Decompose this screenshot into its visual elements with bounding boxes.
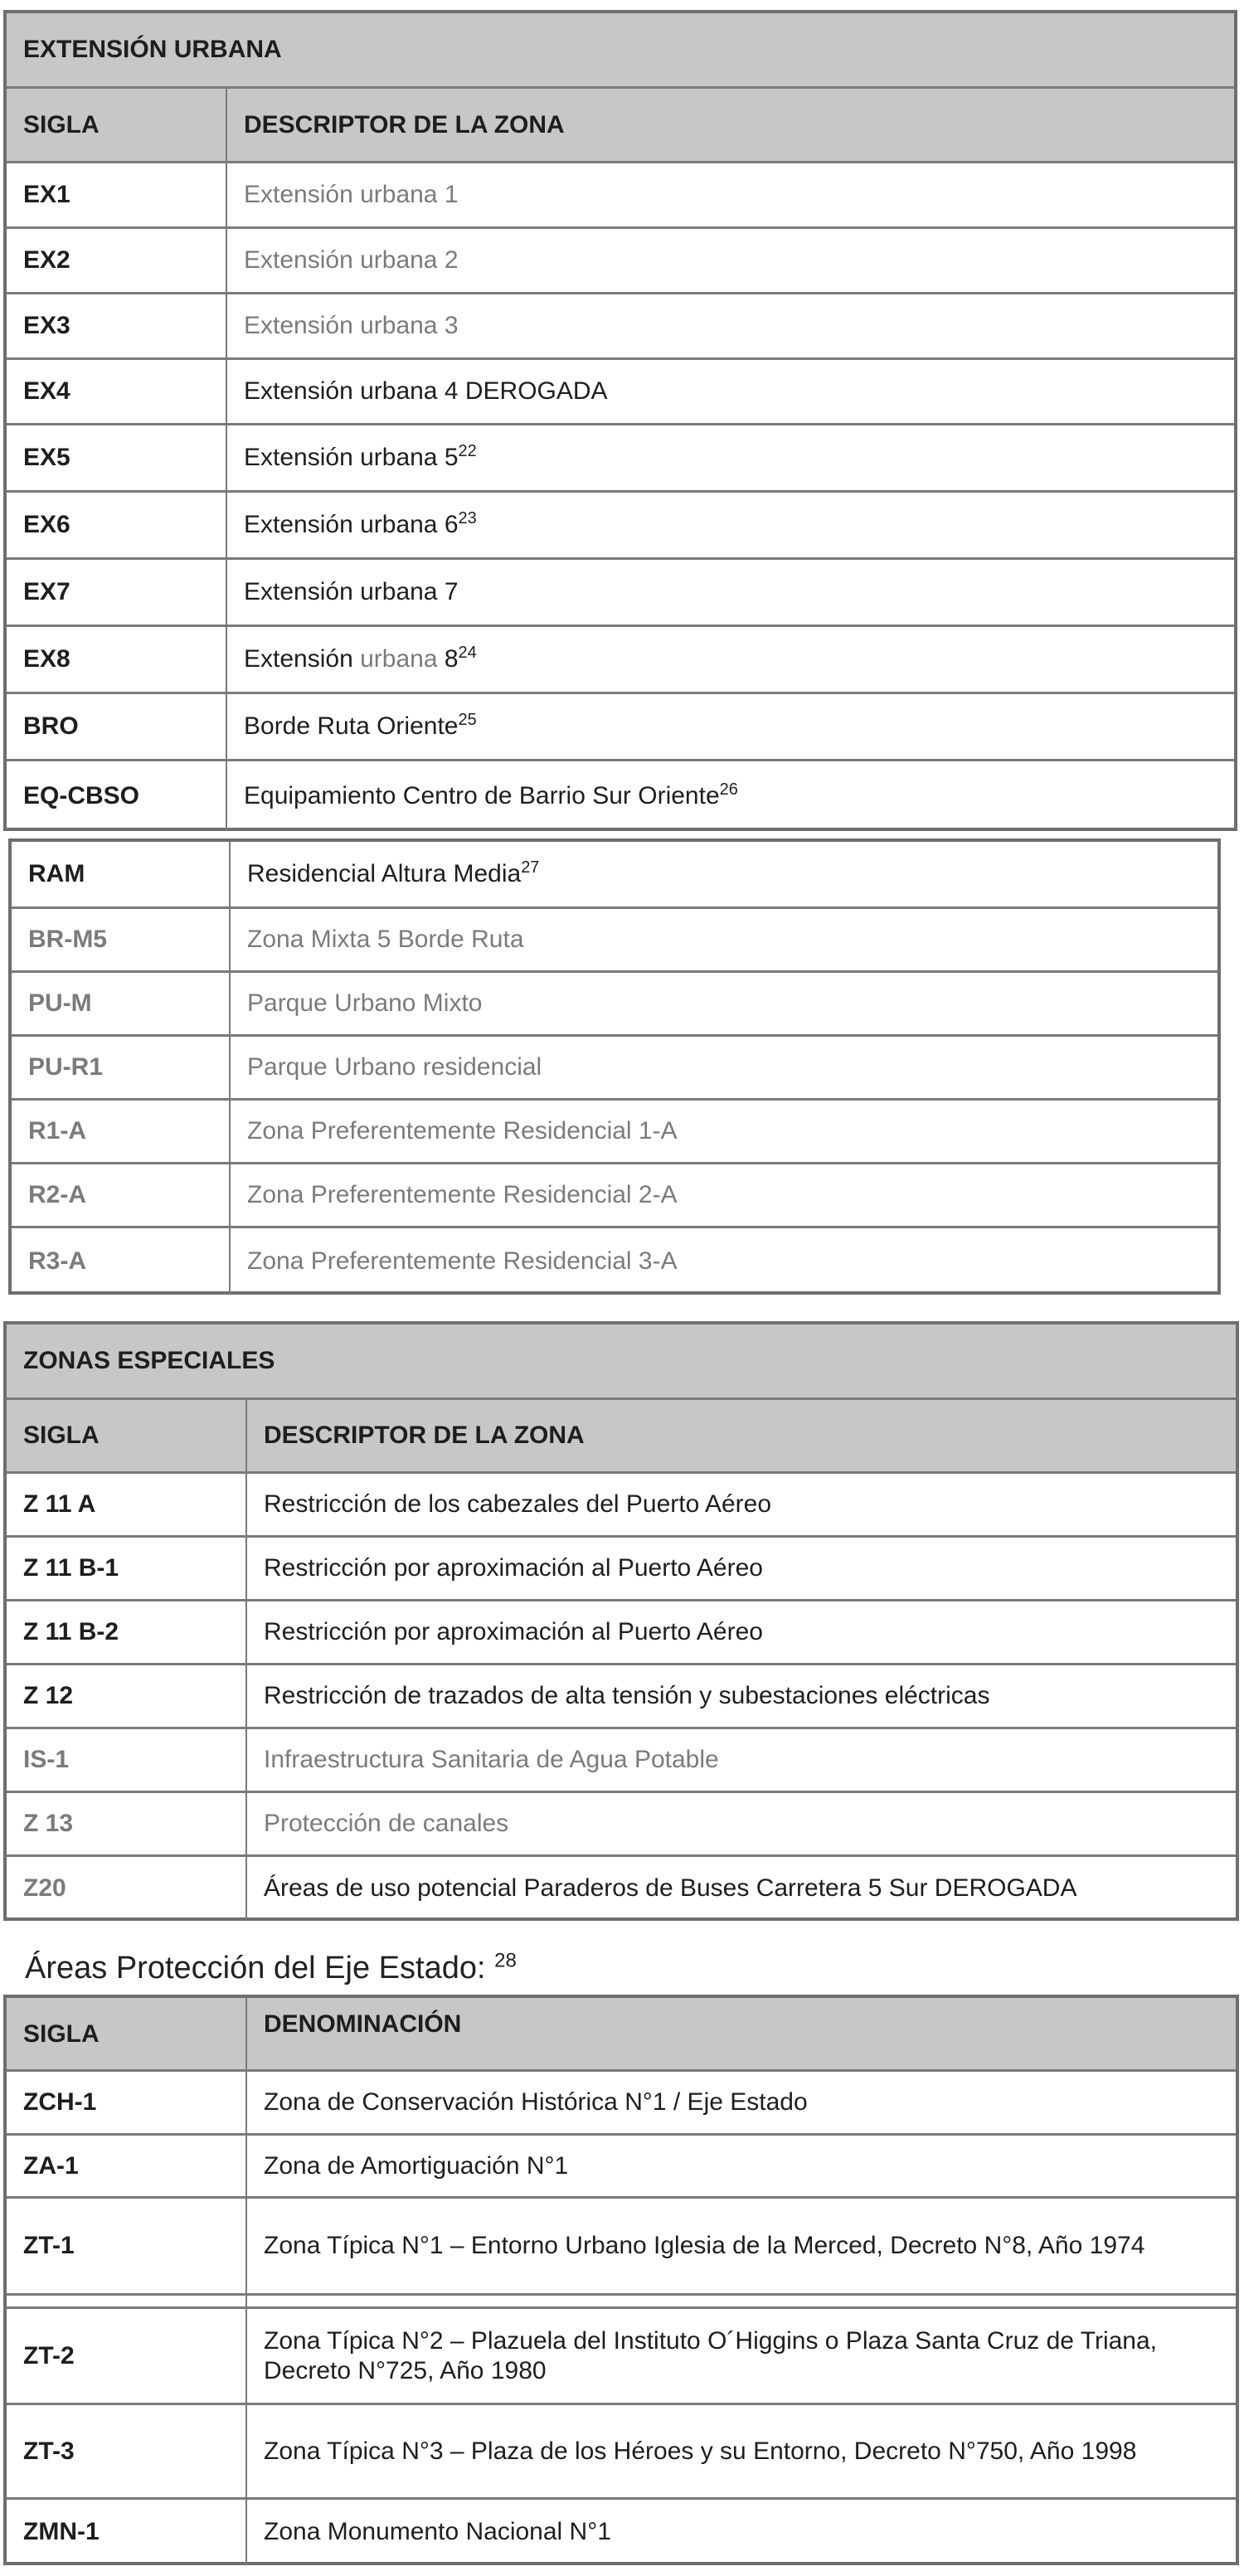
table-row [7, 1665, 1236, 1729]
sigla-cell: EQ-CBSO [7, 761, 227, 831]
descriptor-cell [227, 694, 1234, 759]
descriptor-text [247, 1116, 678, 1146]
descriptor-cell [227, 493, 1234, 557]
descriptor-text [244, 180, 459, 210]
sigla-cell: ZT-2 [7, 2309, 247, 2403]
descriptor-text [244, 245, 459, 275]
sigla-cell: RAM [12, 842, 231, 906]
descriptor-segment: 8 [437, 645, 459, 673]
table-row [7, 1538, 1236, 1601]
sigla-cell: BR-M5 [12, 909, 231, 970]
table-row [7, 627, 1234, 694]
footnote-ref: 23 [458, 509, 477, 527]
descriptor-text [247, 1052, 542, 1082]
descriptor-segment: Residencial Altura Media [247, 860, 522, 887]
descriptor-text [264, 2437, 1136, 2467]
table-row [7, 2296, 1236, 2309]
descriptor-cell [227, 627, 1234, 692]
descriptor-text [244, 712, 477, 741]
descriptor-segment: Extensión urbana 1 [244, 181, 459, 208]
sigla-cell: EX7 [7, 560, 227, 625]
table-row [7, 1729, 1236, 1793]
sigla-cell: EX5 [7, 425, 227, 490]
descriptor-text [244, 781, 738, 811]
descriptor-cell [247, 2296, 1236, 2306]
header-row [7, 89, 1234, 163]
descriptor-segment: Zona Monumento Nacional N°1 [264, 2518, 611, 2545]
sigla-cell: ZT-1 [7, 2199, 247, 2293]
table-row [12, 842, 1217, 909]
descriptor-cell [227, 360, 1234, 423]
descriptor-segment: Zona Típica N°2 – Plazuela del Instituto O´Higgins o Plaza Santa Cruz de Triana, Decreto N°725, Año 1980 [264, 2326, 1158, 2384]
descriptor-text [264, 1745, 719, 1775]
descriptor-segment: urbana [360, 645, 438, 673]
footnote-ref: 25 [458, 711, 477, 729]
table-row [7, 425, 1234, 493]
table-row [12, 1228, 1217, 1294]
descriptor-segment: Extensión urbana 3 [244, 312, 459, 339]
sigla-cell: ZT-3 [7, 2405, 247, 2497]
descriptor-segment: Restricción de trazados de alta tensión y subestaciones eléctricas [264, 1682, 990, 1709]
descriptor-text [264, 2326, 1236, 2386]
descriptor-text [264, 2231, 1144, 2261]
descriptor-text [247, 925, 524, 955]
descriptor-text [264, 1553, 763, 1583]
sigla-cell: Z 11 B-1 [7, 1538, 247, 1599]
header-row [7, 1400, 1236, 1474]
descriptor-cell [231, 973, 1217, 1034]
table-row [12, 1037, 1217, 1101]
descriptor-text [264, 2151, 568, 2181]
sigla-cell: PU-R1 [12, 1037, 231, 1098]
column-header-sigla: SIGLA [7, 89, 227, 161]
descriptor-cell [227, 229, 1234, 292]
table-areas-proteccion [3, 1995, 1239, 2565]
descriptor-cell [247, 1474, 1236, 1535]
sigla-cell: R1-A [12, 1101, 231, 1162]
descriptor-cell [247, 2199, 1236, 2293]
table-row [7, 493, 1234, 560]
descriptor-segment: Zona Típica N°1 – Entorno Urbano Iglesia de la Merced, Decreto N°8, Año 1974 [264, 2232, 1145, 2259]
footnote-ref: 22 [458, 442, 477, 460]
descriptor-segment: Restricción por aproximación al Puerto Aéreo [264, 1554, 763, 1582]
descriptor-cell [247, 2309, 1236, 2403]
descriptor-segment: Zona de Amortiguación N°1 [264, 2151, 569, 2180]
descriptor-text [264, 1681, 989, 1711]
footnote-ref: 24 [458, 644, 477, 662]
descriptor-cell [247, 1857, 1236, 1919]
sigla-cell [7, 2296, 247, 2306]
descriptor-segment: Zona de Conservación Histórica N°1 / Eje Estado [264, 2088, 808, 2116]
descriptor-text [247, 1180, 678, 1210]
descriptor-cell [231, 909, 1217, 970]
table-row [7, 2500, 1236, 2564]
descriptor-text [264, 1874, 1076, 1903]
descriptor-segment: Zona Mixta 5 Borde Ruta [247, 926, 524, 953]
sigla-cell: IS-1 [7, 1729, 247, 1791]
sigla-cell: ZMN-1 [7, 2500, 247, 2564]
table-row [7, 2309, 1236, 2405]
descriptor-segment: Restricción de los cabezales del Puerto Aéreo [264, 1490, 772, 1518]
table-row [7, 2072, 1236, 2136]
descriptor-segment: Parque Urbano Mixto [247, 989, 483, 1017]
descriptor-cell [227, 425, 1234, 490]
sigla-cell: PU-M [12, 973, 231, 1034]
footnote-ref: 27 [521, 858, 540, 877]
descriptor-segment: Extensión [244, 645, 361, 673]
descriptor-text [244, 510, 477, 540]
descriptor-segment: Zona Preferentemente Residencial 1-A [247, 1117, 678, 1145]
descriptor-cell [231, 1164, 1217, 1226]
section-heading-areas-proteccion [25, 1951, 517, 1986]
sigla-cell: Z 11 B-2 [7, 1601, 247, 1663]
column-header-sigla: SIGLA [7, 1998, 247, 2069]
descriptor-text [244, 577, 459, 607]
descriptor-segment: Extensión urbana 6 [244, 511, 459, 538]
sigla-cell: Z 13 [7, 1793, 247, 1854]
sigla-cell: R3-A [12, 1228, 231, 1294]
descriptor-segment: Áreas de uso potencial Paraderos de Buses Carretera 5 Sur DEROGADA [264, 1874, 1077, 1902]
descriptor-cell [227, 761, 1234, 831]
table-row [7, 1474, 1236, 1538]
table-row [12, 973, 1217, 1037]
sigla-cell: ZCH-1 [7, 2072, 247, 2133]
sigla-cell: EX1 [7, 163, 227, 226]
sigla-cell: Z 12 [7, 1665, 247, 1727]
descriptor-segment: Parque Urbano residencial [247, 1053, 542, 1081]
descriptor-text [244, 377, 608, 406]
descriptor-segment: Zona Típica N°3 – Plaza de los Héroes y su Entorno, Decreto N°750, Año 1998 [264, 2437, 1137, 2465]
column-header-sigla: SIGLA [7, 1400, 247, 1471]
footnote-ref: 26 [719, 780, 738, 799]
header-row [7, 1998, 1236, 2072]
table-row [7, 1601, 1236, 1665]
descriptor-cell [231, 842, 1217, 906]
descriptor-text [264, 1617, 763, 1647]
descriptor-cell [247, 2405, 1236, 2497]
table-row [7, 761, 1234, 831]
descriptor-cell [247, 1665, 1236, 1727]
table-row [7, 2405, 1236, 2500]
table-row [12, 1164, 1217, 1228]
descriptor-segment: Extensión urbana 4 DEROGADA [244, 377, 608, 405]
column-header-descriptor: DENOMINACIÓN [264, 2010, 462, 2038]
sigla-cell: Z 11 A [7, 1474, 247, 1535]
descriptor-cell [247, 2072, 1236, 2133]
table-row [7, 229, 1234, 294]
table-row [7, 294, 1234, 360]
table-row [7, 1857, 1236, 1919]
descriptor-text [264, 2088, 808, 2117]
descriptor-cell [227, 163, 1234, 226]
descriptor-text [264, 2517, 611, 2547]
descriptor-segment: Zona Preferentemente Residencial 3-A [247, 1247, 678, 1275]
column-header-descriptor: DESCRIPTOR DE LA ZONA [264, 1422, 585, 1449]
descriptor-text [244, 644, 477, 674]
table-row [7, 360, 1234, 425]
sigla-cell: EX8 [7, 627, 227, 692]
table-row [7, 560, 1234, 627]
table-zonas-especiales [3, 1321, 1239, 1921]
descriptor-text [247, 989, 482, 1018]
descriptor-text [264, 1809, 508, 1839]
descriptor-cell [227, 294, 1234, 357]
descriptor-segment: Extensión urbana 5 [244, 444, 459, 471]
descriptor-text [244, 443, 477, 473]
table-title: ZONAS ESPECIALES [7, 1324, 1236, 1400]
descriptor-segment: Extensión urbana 7 [244, 578, 459, 605]
descriptor-cell [247, 1601, 1236, 1663]
descriptor-text [244, 311, 459, 341]
table-row [7, 694, 1234, 761]
descriptor-segment: Zona Preferentemente Residencial 2-A [247, 1181, 678, 1208]
sigla-cell: EX4 [7, 360, 227, 423]
descriptor-segment: Borde Ruta Oriente [244, 712, 459, 740]
footnote-ref: 28 [494, 1949, 517, 1972]
descriptor-segment: Extensión urbana 2 [244, 246, 459, 274]
sigla-cell: R2-A [12, 1164, 231, 1226]
descriptor-cell [231, 1228, 1217, 1294]
sigla-cell: BRO [7, 694, 227, 759]
descriptor-segment: Restricción por aproximación al Puerto Aéreo [264, 1618, 763, 1645]
descriptor-segment: Infraestructura Sanitaria de Agua Potable [264, 1746, 719, 1773]
descriptor-cell [247, 1793, 1236, 1854]
descriptor-text [247, 859, 539, 889]
table-residencial [8, 838, 1221, 1295]
table-row [7, 163, 1234, 229]
table-title: EXTENSIÓN URBANA [7, 13, 1234, 89]
descriptor-text [264, 1490, 771, 1519]
descriptor-cell [247, 1729, 1236, 1791]
table-row [7, 1793, 1236, 1857]
table-row [12, 1101, 1217, 1164]
table-extension-urbana [3, 10, 1237, 831]
sigla-cell: Z20 [7, 1857, 247, 1919]
descriptor-segment: Protección de canales [264, 1810, 509, 1837]
descriptor-text [247, 1247, 678, 1276]
descriptor-segment: Equipamiento Centro de Barrio Sur Oriente [244, 782, 720, 809]
column-header-descriptor: DESCRIPTOR DE LA ZONA [244, 110, 565, 139]
descriptor-cell [247, 2136, 1236, 2196]
heading-text: Áreas Protección del Eje Estado: [25, 1951, 495, 1985]
sigla-cell: ZA-1 [7, 2136, 247, 2196]
sigla-cell: EX2 [7, 229, 227, 292]
descriptor-cell [247, 2500, 1236, 2564]
descriptor-cell [231, 1101, 1217, 1162]
descriptor-cell [247, 1538, 1236, 1599]
sigla-cell: EX3 [7, 294, 227, 357]
descriptor-cell [231, 1037, 1217, 1098]
sigla-cell: EX6 [7, 493, 227, 557]
table-row [12, 909, 1217, 973]
descriptor-cell [227, 560, 1234, 625]
table-row [7, 2136, 1236, 2199]
table-row [7, 2199, 1236, 2296]
